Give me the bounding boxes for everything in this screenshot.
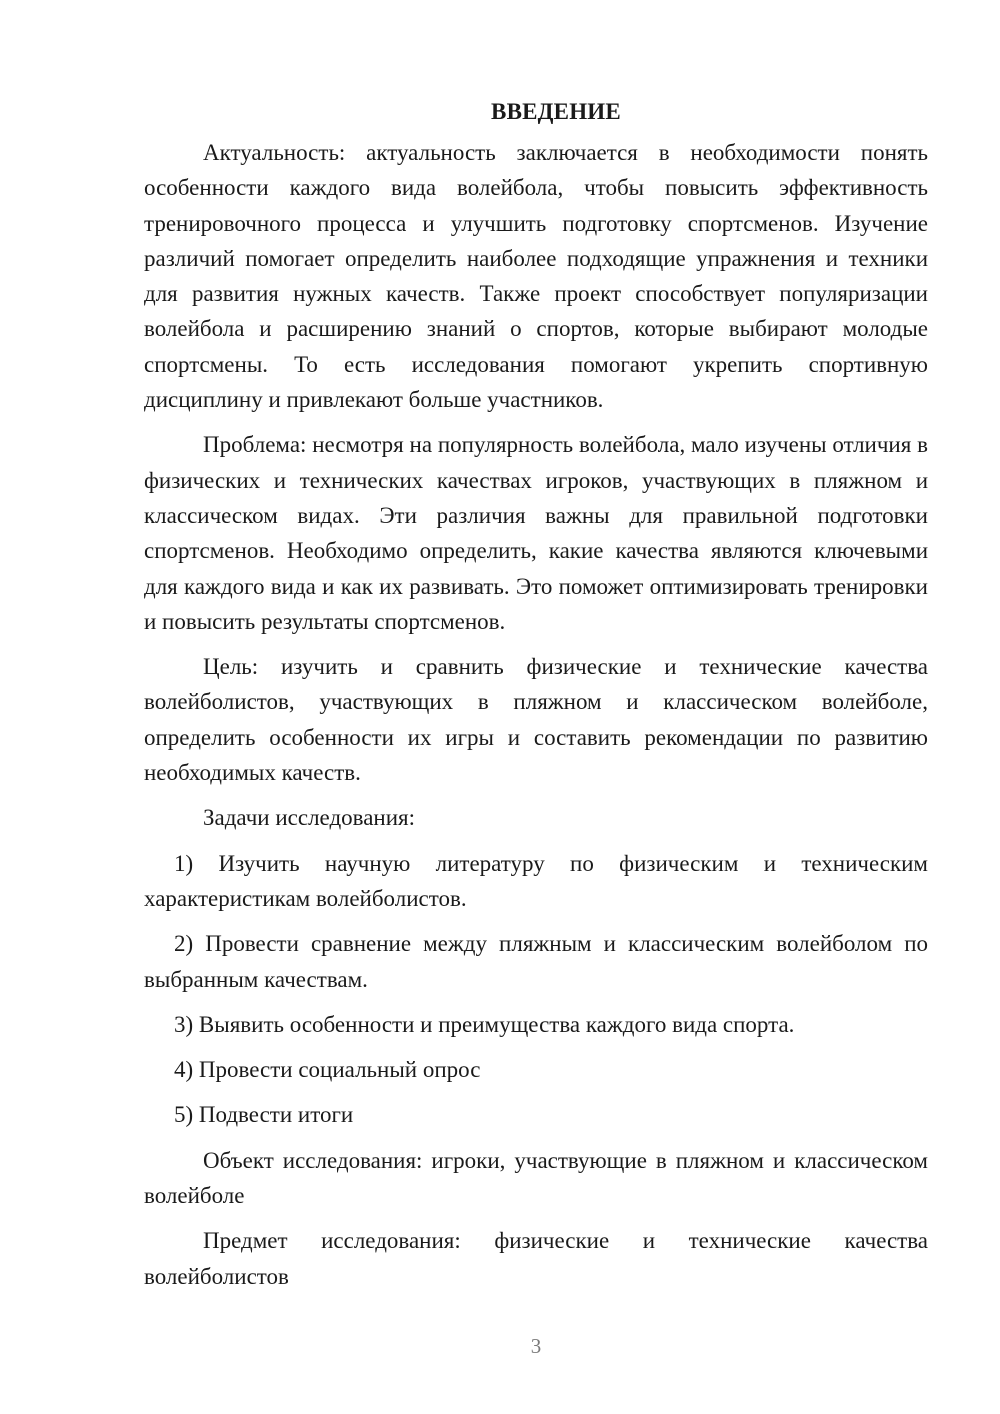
object-paragraph: Объект исследования: игроки, участвующие в пляжном и классическом волейболе (144, 1147, 928, 1209)
page-number: 3 (530, 1334, 542, 1358)
task-item: 3) Выявить особенности и преимущества каждого вида спорта. (174, 1011, 795, 1037)
section-heading: ВВЕДЕНИЕ (491, 99, 621, 124)
relevance-paragraph: Актуальность: актуальность заключается в необходимости понять особенности каждого вида волейбола, чтобы повысить эффективность тренировочного процесса и улучшить подготовку спортсменов. Изучение различий помогает определить наиболее подходящие упражнения и техники для развития нужных качеств. Также проект способствует популяризации волейбола и расширению знаний о спортов, которые выбирают молодые спортсмены. То есть исследования помогают укрепить спортивную дисциплину и привлекают больше участников. (144, 140, 928, 413)
subject-paragraph: Предмет исследования: физические и технические качества волейболистов (144, 1228, 928, 1289)
task-item: 5) Подвести итоги (174, 1102, 354, 1128)
problem-paragraph: Проблема: несмотря на популярность волейбола, мало изучены отличия в физических и технических качествах игроков, участвующих в пляжном и классическом видах. Эти различия важны для правильной подготовки спортсменов. Необходимо определить, какие качества являются ключевыми для каждого вида и как их развивать. Это поможет оптимизировать тренировки и повысить результаты спортсменов. (144, 432, 928, 634)
task-item: 2) Провести сравнение между пляжным и классическим волейболом по выбранным качествам. (144, 931, 928, 992)
tasks-title: Задачи исследования: (203, 805, 416, 831)
task-item: 4) Провести социальный опрос (174, 1057, 481, 1083)
goal-paragraph: Цель: изучить и сравнить физические и технические качества волейболистов, участвующих в пляжном и классическом волейболе, определить особенности их игры и составить рекомендации по развитию необходимых качеств. (144, 654, 928, 786)
page-content (144, 94, 928, 1304)
task-item: 1) Изучить научную литературу по физическим и техническим характеристикам волейболистов. (144, 850, 928, 911)
